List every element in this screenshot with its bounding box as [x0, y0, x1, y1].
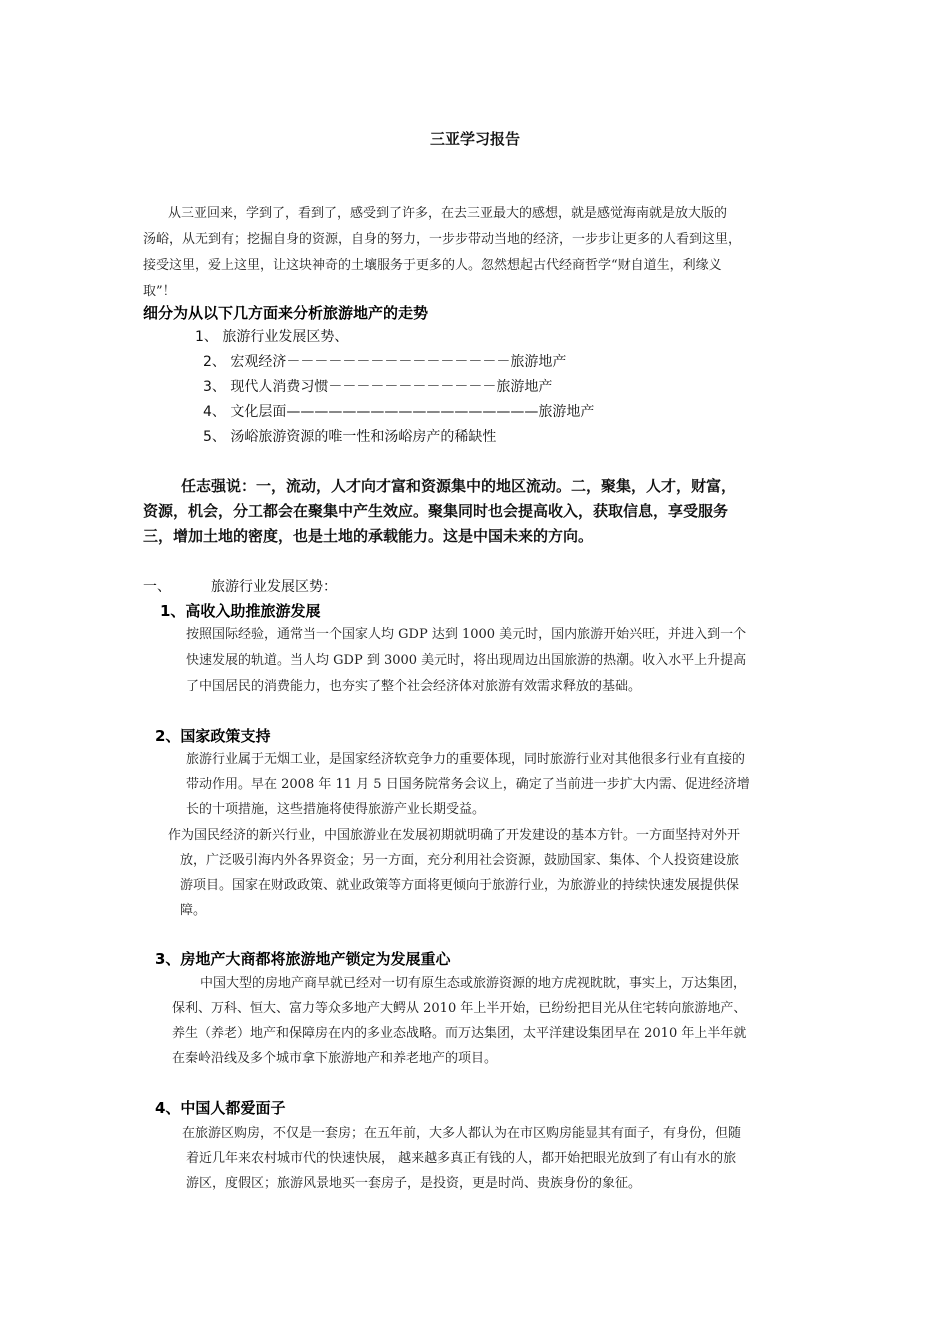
sub2-line-7: 障。: [180, 903, 207, 918]
quote-line-3: 三，增加土地的密度，也是土地的承载能力。这是中国未来的方向。: [143, 527, 594, 545]
section-number: 一、: [143, 579, 171, 595]
outline-heading: 细分为从以下几方面来分析旅游地产的走势: [143, 304, 429, 322]
sub4-line-1: 在旅游区购房，不仅是一套房；在五年前，大多人都认为在市区购房能显其有面子，有身份，但随: [182, 1126, 742, 1141]
sub1-heading: 1、高收入助推旅游发展: [160, 602, 321, 620]
outline-item-3: 3、 现代人消费习惯－－－－－－－－－－－－旅游地产: [203, 379, 553, 395]
sub1-line-2: 快速发展的轨道。当人均 GDP 到 3000 美元时，将出现周边出国旅游的热潮。收入水平上升提高: [186, 653, 747, 668]
sub1-line-3: 了中国居民的消费能力，也夯实了整个社会经济体对旅游有效需求释放的基础。: [186, 679, 642, 694]
outline-item-2: 2、 宏观经济－－－－－－－－－－－－－－－－旅游地产: [203, 354, 567, 370]
sub3-line-4: 在秦岭沿线及多个城市拿下旅游地产和养老地产的项目。: [172, 1051, 498, 1066]
sub2-line-2: 带动作用。早在 2008 年 11 月 5 日国务院常务会议上，确定了当前进一步扩大内需、促进经济增: [186, 777, 750, 792]
intro-line-4: 取”！: [143, 284, 176, 299]
outline-item-5: 5、 汤峪旅游资源的唯一性和汤峪房产的稀缺性: [203, 429, 497, 445]
intro-line-2: 汤峪，从无到有；挖掘自身的资源，自身的努力，一步步带动当地的经济，一步步让更多的人看到这里，: [143, 232, 742, 247]
sub4-line-3: 游区，度假区；旅游风景地买一套房子，是投资，更是时尚、贵族身份的象征。: [186, 1176, 642, 1191]
sub3-line-1: 中国大型的房地产商早就已经对一切有原生态或旅游资源的地方虎视眈眈，事实上，万达集团，: [200, 976, 747, 991]
sub3-heading: 3、房地产大商都将旅游地产锁定为发展重心: [155, 950, 451, 968]
sub2-line-6: 游项目。国家在财政政策、就业政策等方面将更倾向于旅游行业，为旅游业的持续快速发展提供保: [180, 878, 740, 893]
sub1-line-1: 按照国际经验，通常当一个国家人均 GDP 达到 1000 美元时，国内旅游开始兴旺，并进入到一个: [186, 627, 747, 642]
outline-item-4: 4、 文化层面——————————————————旅游地产: [203, 404, 595, 420]
sub2-line-1: 旅游行业属于无烟工业，是国家经济软竞争力的重要体现，同时旅游行业对其他很多行业有直接的: [186, 752, 746, 767]
document-title: 三亚学习报告: [429, 130, 520, 148]
sub4-line-2: 着近几年来农村城市代的快速快展， 越来越多真正有钱的人，都开始把眼光放到了有山有水的旅: [186, 1151, 737, 1166]
quote-line-2: 资源，机会，分工都会在聚集中产生效应。聚集同时也会提高收入，获取信息，享受服务: [143, 502, 729, 520]
sub2-line-5: 放，广泛吸引海内外各界资金；另一方面，充分利用社会资源，鼓励国家、集体、个人投资建设旅: [180, 853, 740, 868]
sub2-line-3: 长的十项措施，这些措施将使得旅游产业长期受益。: [186, 802, 486, 817]
sub4-heading: 4、中国人都爱面子: [155, 1099, 286, 1117]
quote-line-1: 任志强说：一，流动，人才向才富和资源集中的地区流动。二，聚集，人才，财富，: [181, 477, 737, 495]
section-title: 旅游行业发展区势：: [211, 579, 337, 595]
intro-line-3: 接受这里，爱上这里，让这块神奇的土壤服务于更多的人。忽然想起古代经商哲学“财自道生，利缘义: [143, 258, 722, 273]
sub2-line-4: 作为国民经济的新兴行业，中国旅游业在发展初期就明确了开发建设的基本方针。一方面坚持对外开: [168, 828, 741, 843]
outline-item-1: 1、 旅游行业发展区势、: [195, 329, 349, 345]
sub3-line-3: 养生（养老）地产和保障房在内的多业态战略。而万达集团，太平洋建设集团早在 2010 年上半年就: [172, 1026, 747, 1041]
sub2-heading: 2、国家政策支持: [155, 727, 271, 745]
intro-line-1: 从三亚回来，学到了，看到了，感受到了许多，在去三亚最大的感想，就是感觉海南就是放大版的: [168, 206, 728, 221]
sub3-line-2: 保利、万科、恒大、富力等众多地产大鳄从 2010 年上半开始，已纷纷把目光从住宅转向旅游地产、: [172, 1001, 747, 1016]
